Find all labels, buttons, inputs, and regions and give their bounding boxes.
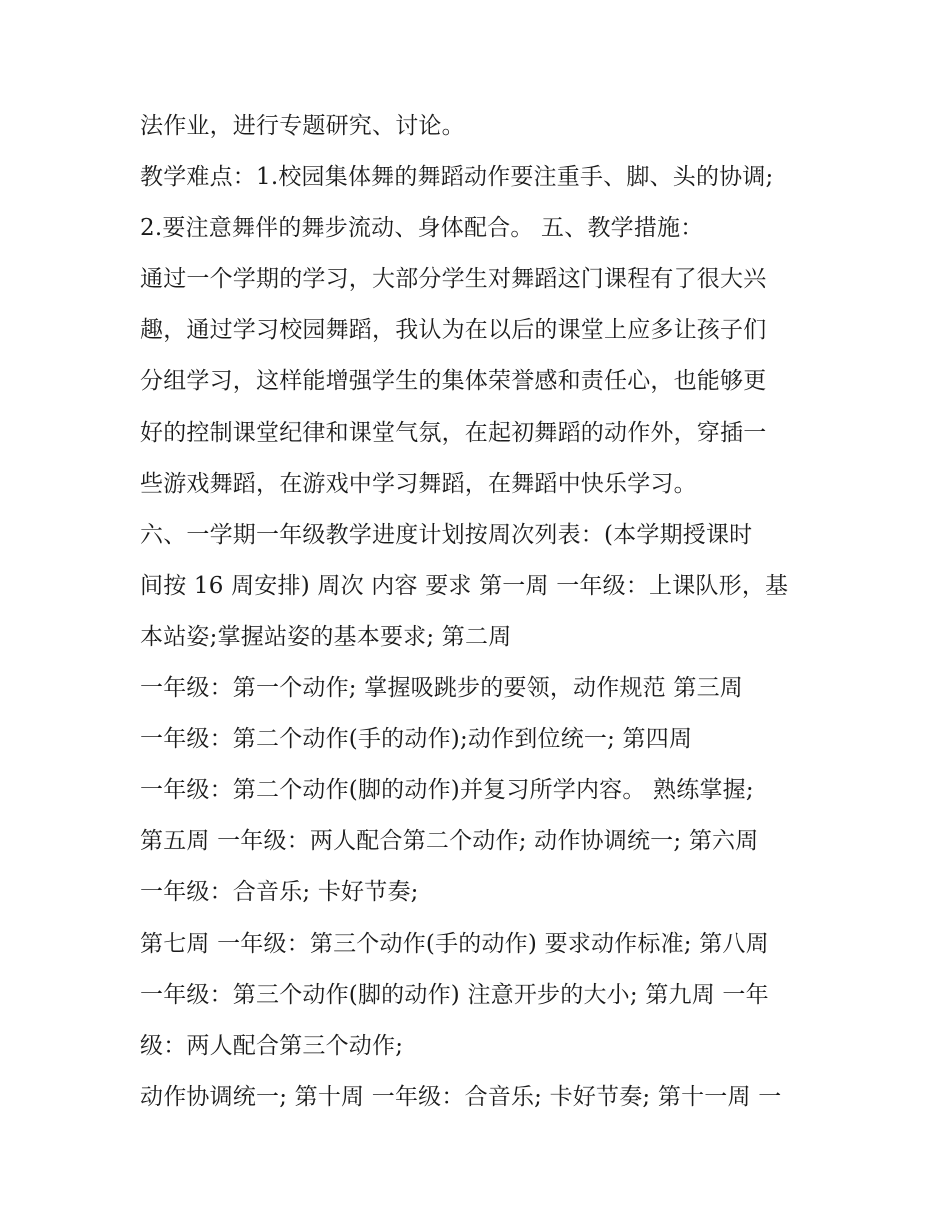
- text-line: 间按 16 周安排) 周次 内容 要求 第一周 一年级：上课队形，基: [140, 573, 789, 599]
- text-line: 法作业，进行专题研究、讨论。: [140, 113, 465, 139]
- text-line: 第五周 一年级：两人配合第二个动作; 动作协调统一; 第六周: [140, 828, 759, 854]
- text-line: 动作协调统一; 第十周 一年级：合音乐; 卡好节奏; 第十一周 一: [140, 1084, 782, 1110]
- text-line: 一年级：合音乐; 卡好节奏;: [140, 879, 419, 905]
- text-line: 些游戏舞蹈，在游戏中学习舞蹈，在舞蹈中快乐学习。: [140, 471, 697, 497]
- text-line: 通过一个学期的学习，大部分学生对舞蹈这门课程有了很大兴: [140, 266, 767, 292]
- text-line: 一年级：第三个动作(脚的动作) 注意开步的大小; 第九周 一年: [140, 982, 769, 1008]
- text-line: 六、一学期一年级教学进度计划按周次列表：(本学期授课时: [140, 522, 753, 548]
- text-line: 分组学习，这样能增强学生的集体荣誉感和责任心，也能够更: [140, 368, 767, 394]
- text-line: 一年级：第二个动作(手的动作);动作到位统一; 第四周: [140, 726, 693, 752]
- text-line: 级：两人配合第三个动作;: [140, 1033, 404, 1059]
- text-line: 好的控制课堂纪律和课堂气氛，在起初舞蹈的动作外，穿插一: [140, 420, 767, 446]
- text-line: 趣，通过学习校园舞蹈，我认为在以后的课堂上应多让孩子们: [140, 317, 767, 343]
- text-line: 一年级：第二个动作(脚的动作)并复习所学内容。 熟练掌握;: [140, 777, 754, 803]
- text-line: 一年级：第一个动作; 掌握吸跳步的要领，动作规范 第三周: [140, 675, 743, 701]
- text-line: 本站姿;掌握站姿的基本要求; 第二周: [140, 624, 512, 650]
- text-line: 第七周 一年级：第三个动作(手的动作) 要求动作标准; 第八周: [140, 931, 769, 957]
- text-line: 2.要注意舞伴的舞步流动、身体配合。 五、教学措施：: [140, 215, 704, 241]
- text-line: 教学难点：1.校园集体舞的舞蹈动作要注重手、脚、头的协调;: [140, 164, 774, 190]
